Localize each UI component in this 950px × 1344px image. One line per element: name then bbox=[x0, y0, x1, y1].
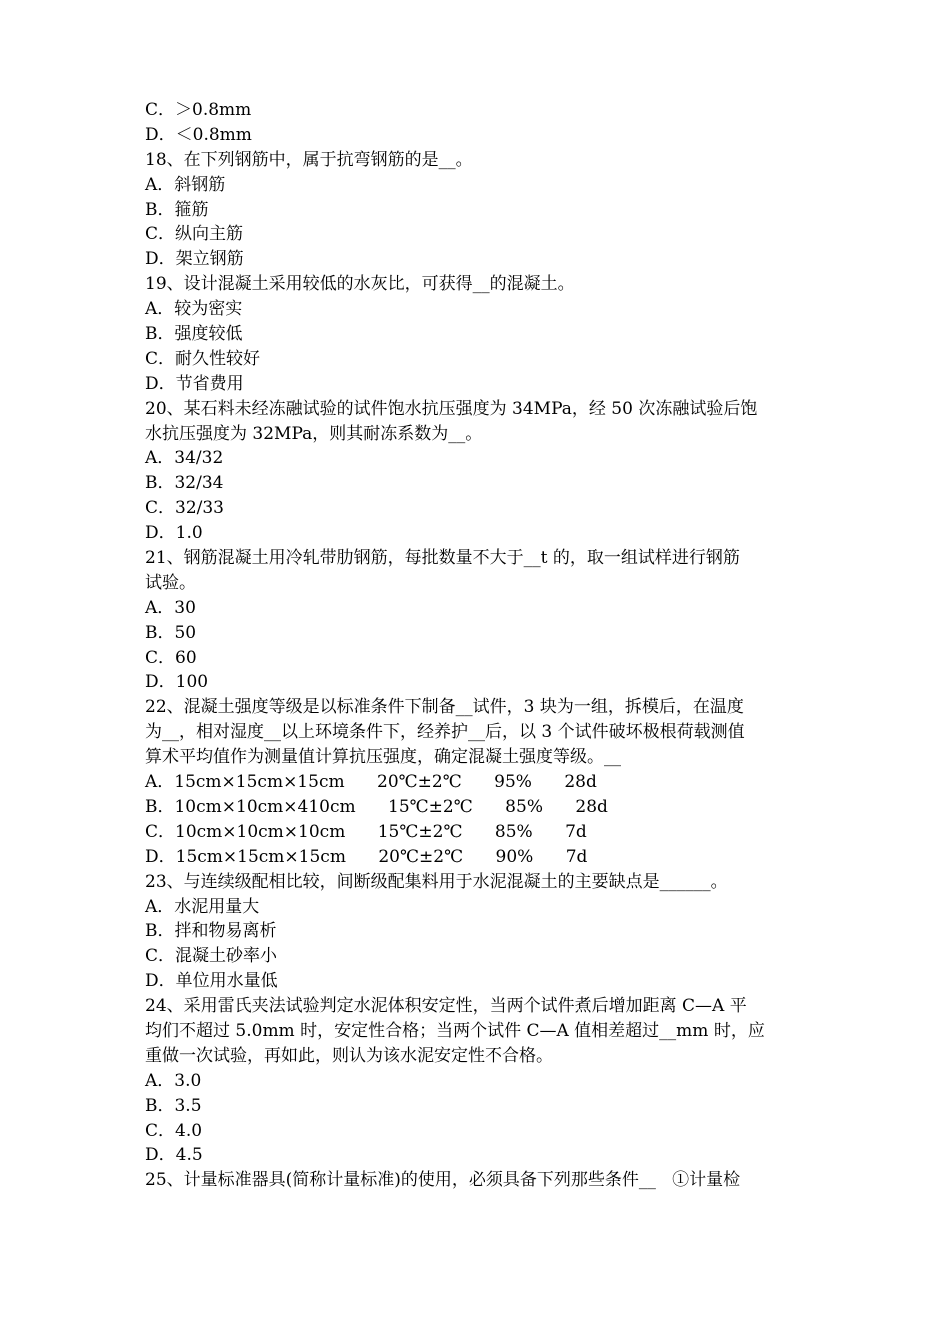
option-b-q24: B．3.5 bbox=[145, 1095, 202, 1116]
option-a-q19: A．较为密实 bbox=[145, 299, 243, 320]
option-c-q18: C．纵向主筋 bbox=[145, 224, 244, 245]
question-18: 18、在下列钢筋中，属于抗弯钢筋的是__。 bbox=[145, 149, 473, 170]
question-24-line-2: 均们不超过 5.0mm 时，安定性合格；当两个试件 C—A 值相差超过__mm 时，应 bbox=[145, 1020, 765, 1041]
option-d-q18: D．架立钢筋 bbox=[145, 249, 244, 270]
option-d-q23: D．单位用水量低 bbox=[145, 971, 278, 992]
question-24-line-1: 24、采用雷氏夹法试验判定水泥体积安定性，当两个试件煮后增加距离 C—A 平 bbox=[145, 996, 747, 1017]
question-text-body bbox=[145, 98, 810, 1193]
question-21-line-2: 试验。 bbox=[145, 572, 196, 593]
question-21-line-1: 21、钢筋混凝土用冷轧带肋钢筋，每批数量不大于__t 的，取一组试样进行钢筋 bbox=[145, 548, 740, 569]
option-c-q24: C．4.0 bbox=[145, 1120, 203, 1141]
option-d-q21: D．100 bbox=[145, 672, 209, 693]
option-c-q17: C．＞0.8mm bbox=[145, 100, 252, 120]
option-c-q22: C．10cm×10cm×10cm 15℃±2℃ 85% 7d bbox=[145, 821, 587, 842]
option-a-q20: A．34/32 bbox=[145, 448, 224, 469]
option-c-q21: C．60 bbox=[145, 647, 197, 668]
option-a-q18: A．斜钢筋 bbox=[145, 174, 226, 195]
question-22-line-2: 为__，相对湿度__以上环境条件下，经养护__后，以 3 个试件破坏极根荷载测值 bbox=[145, 722, 745, 743]
option-b-q22: B．10cm×10cm×410cm 15℃±2℃ 85% 28d bbox=[145, 796, 608, 817]
option-d-q20: D．1.0 bbox=[145, 523, 203, 544]
question-19: 19、设计混凝土采用较低的水灰比，可获得__的混凝土。 bbox=[145, 274, 575, 295]
option-a-q22: A．15cm×15cm×15cm 20℃±2℃ 95% 28d bbox=[145, 772, 597, 793]
option-a-q23: A．水泥用量大 bbox=[145, 896, 260, 917]
question-20-line-1: 20、某石料未经冻融试验的试件饱水抗压强度为 34MPa，经 50 次冻融试验后饱 bbox=[145, 398, 758, 419]
option-d-q24: D．4.5 bbox=[145, 1145, 203, 1166]
option-b-q19: B．强度较低 bbox=[145, 324, 243, 345]
option-c-q19: C．耐久性较好 bbox=[145, 348, 261, 369]
question-22-line-3: 算术平均值作为测量值计算抗压强度，确定混凝土强度等级。__ bbox=[145, 747, 621, 768]
option-d-q19: D．节省费用 bbox=[145, 373, 244, 394]
question-20-line-2: 水抗压强度为 32MPa，则其耐冻系数为__。 bbox=[145, 423, 483, 444]
option-b-q18: B．箍筋 bbox=[145, 199, 209, 220]
question-24-line-3: 重做一次试验，再如此，则认为该水泥安定性不合格。 bbox=[145, 1045, 553, 1066]
option-b-q21: B．50 bbox=[145, 622, 197, 643]
option-b-q23: B．拌和物易离析 bbox=[145, 921, 277, 942]
option-c-q20: C．32/33 bbox=[145, 498, 224, 519]
option-d-q17: D．＜0.8mm bbox=[145, 124, 252, 145]
question-23: 23、与连续级配相比较，间断级配集料用于水泥混凝土的主要缺点是______。 bbox=[145, 871, 728, 892]
option-c-q23: C．混凝土砂率小 bbox=[145, 946, 278, 967]
option-a-q21: A．30 bbox=[145, 597, 196, 618]
option-b-q20: B．32/34 bbox=[145, 473, 224, 494]
option-d-q22: D．15cm×15cm×15cm 20℃±2℃ 90% 7d bbox=[145, 846, 588, 867]
question-22-line-1: 22、混凝土强度等级是以标准条件下制备__试件，3 块为一组，拆模后，在温度 bbox=[145, 697, 744, 718]
option-a-q24: A．3.0 bbox=[145, 1070, 202, 1091]
question-25-line-1: 25、计量标准器具(简称计量标准)的使用，必须具备下列那些条件__ ①计量检 bbox=[145, 1170, 741, 1191]
